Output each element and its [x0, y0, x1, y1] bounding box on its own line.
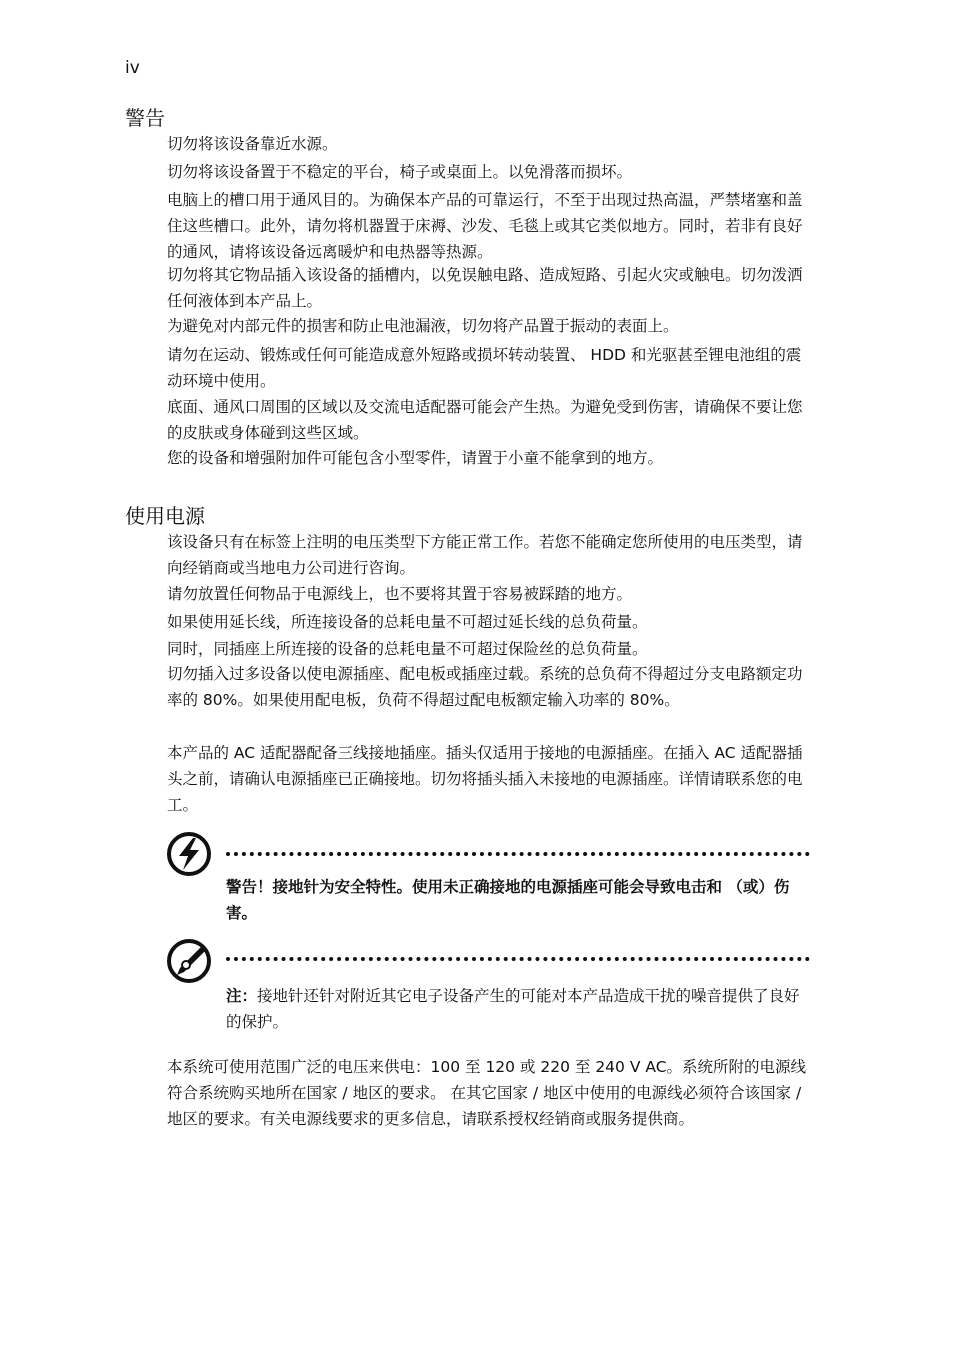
page-number: iv [125, 58, 140, 78]
pen-note-icon [165, 937, 213, 985]
power-paragraph: 切勿插入过多设备以使电源插座、配电板或插座过载。系统的总负荷不得超过分支电路额定功率的 80%。如果使用配电板，负荷不得超过配电板额定输入功率的 80%。 [167, 665, 803, 709]
warning-paragraph: 底面、通风口周围的区域以及交流电适配器可能会产生热。为避免受到伤害，请确保不要让您的皮肤或身体碰到这些区域。 [167, 398, 803, 442]
warning-paragraph: 切勿将该设备置于不稳定的平台，椅子或桌面上。以免滑落而损坏。 [167, 163, 633, 181]
note-divider [226, 852, 810, 856]
note-label: 注： [226, 987, 258, 1005]
warning-paragraph: 切勿将该设备靠近水源。 [167, 135, 338, 153]
section-title-power: 使用电源 [125, 504, 205, 528]
section-title-warning: 警告 [125, 106, 165, 130]
warning-note-text: 警告！接地针为安全特性。使用未正确接地的电源插座可能会导致电击和 （或）伤害。 [226, 878, 790, 922]
power-paragraph: 请勿放置任何物品于电源线上，也不要将其置于容易被踩踏的地方。 [167, 585, 633, 603]
warning-paragraph: 您的设备和增强附加件可能包含小型零件，请置于小童不能拿到的地方。 [167, 449, 664, 467]
note-text [226, 983, 806, 1035]
lightning-warning-icon [165, 830, 213, 878]
note-body: 接地针还针对附近其它电子设备产生的可能对本产品造成干扰的噪音提供了良好的保护。 [226, 987, 800, 1031]
power-paragraph: 该设备只有在标签上注明的电压类型下方能正常工作。若您不能确定您所使用的电压类型，请向经销商或当地电力公司进行咨询。 [167, 533, 803, 577]
power-paragraph: 本产品的 AC 适配器配备三线接地插座。插头仅适用于接地的电源插座。在插入 AC 适配器插头之前，请确认电源插座已正确接地。切勿将插头插入未接地的电源插座。详情请联系您的电工。 [167, 744, 803, 814]
note-divider [226, 957, 810, 961]
power-paragraph: 如果使用延长线，所连接设备的总耗电量不可超过延长线的总负荷量。 [167, 613, 648, 631]
power-paragraph: 同时，同插座上所连接的设备的总耗电量不可超过保险丝的总负荷量。 [167, 640, 648, 658]
warning-paragraph: 切勿将其它物品插入该设备的插槽内，以免误触电路、造成短路、引起火灾或触电。切勿泼洒任何液体到本产品上。 [167, 266, 803, 310]
warning-paragraph: 电脑上的槽口用于通风目的。为确保本产品的可靠运行，不至于出现过热高温，严禁堵塞和盖住这些槽口。此外，请勿将机器置于床褥、沙发、毛毯上或其它类似地方。同时，若非有良好的通风，请将该设备远离暖炉和电热器等热源。 [167, 191, 803, 261]
warning-paragraph: 为避免对内部元件的损害和防止电池漏液，切勿将产品置于振动的表面上。 [167, 317, 679, 335]
warning-paragraph: 请勿在运动、锻炼或任何可能造成意外短路或损坏转动装置、 HDD 和光驱甚至锂电池组的震动环境中使用。 [167, 346, 802, 390]
power-final-paragraph: 本系统可使用范围广泛的电压来供电：100 至 120 或 220 至 240 V AC。系统所附的电源线符合系统购买地所在国家 / 地区的要求。 在其它国家 / 地区中使用的电源线必须符合该国家 / 地区的要求。有关电源线要求的更多信息，请联系授权经销商或服务提供商。 [167, 1058, 807, 1128]
